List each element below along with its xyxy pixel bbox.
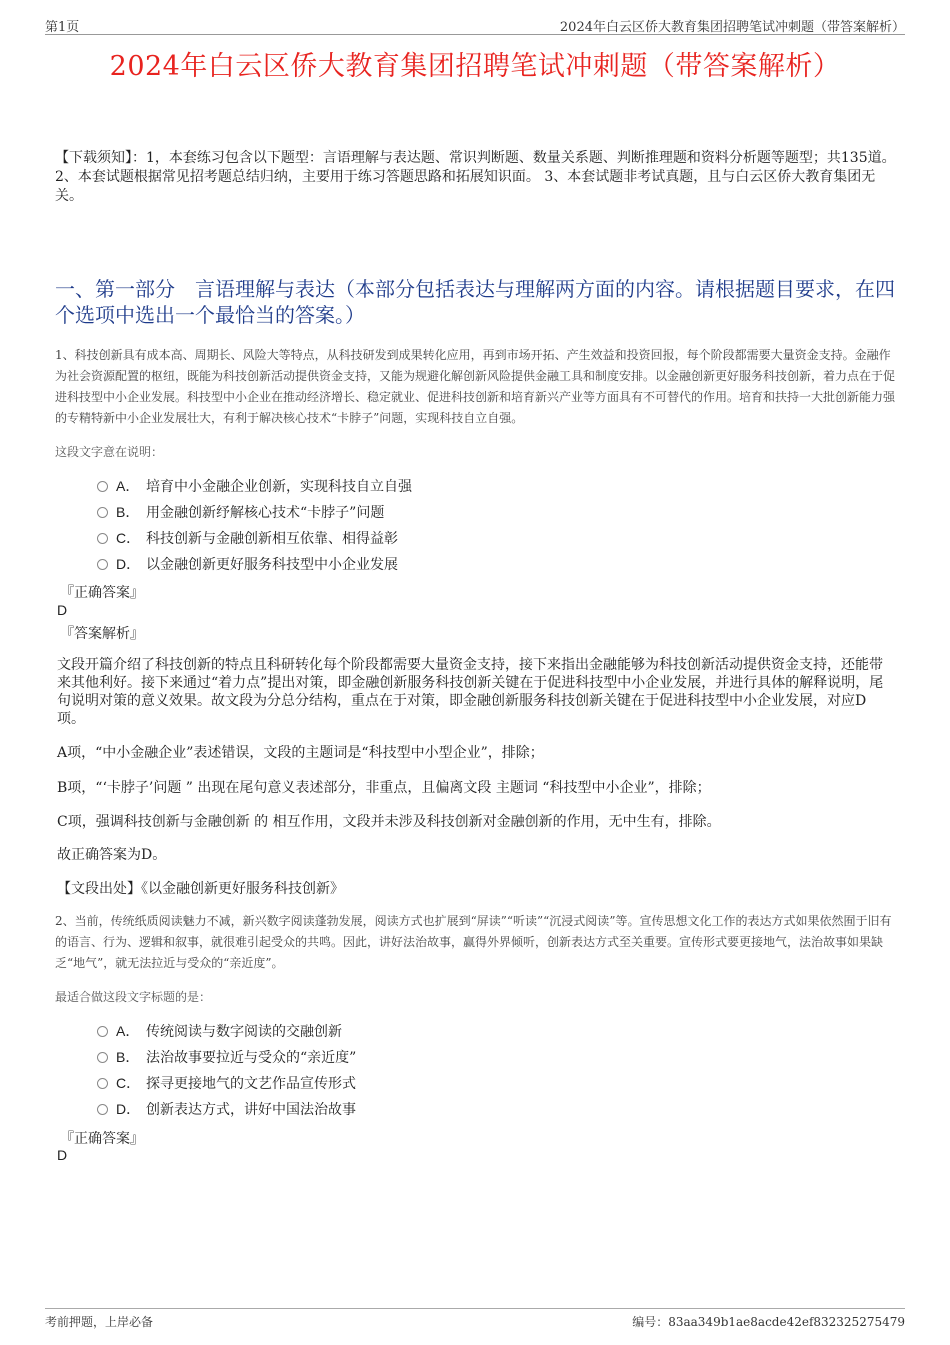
section-heading: 一、第一部分 言语理解与表达（本部分包括表达与理解两方面的内容。请根据题目要求，在四个选项中选出一个最恰当的答案。）	[55, 277, 895, 327]
radio-icon[interactable]	[97, 481, 108, 492]
question-1-analysis-b: B项，“‘卡脖子’问题 ” 出现在尾句意义表述部分，非重点，且偏离文段 主题词 “科技型中小企业”，排除；	[57, 780, 711, 796]
radio-icon[interactable]	[97, 1104, 108, 1115]
question-1-option-a[interactable]: A． 培育中小金融企业创新，实现科技自立自强	[97, 475, 412, 497]
question-2-stem: 2、当前，传统纸质阅读魅力不减，新兴数字阅读蓬勃发展，阅读方式也扩展到“屏读”“听读”“沉浸式阅读”等。宣传思想文化工作的表达方式如果依然囿于旧有的语言、行为、逻辑和叙事，就很难引起受众的共鸣。因此，讲好法治故事，赢得外界倾听，创新表达方式至关重要。宣传形式要更接地气，法治故事如果缺乏“地气”，就无法拉近与受众的“亲近度”。	[55, 914, 892, 970]
question-2-answer: D	[57, 1147, 68, 1163]
download-notice: 【下载须知】：1，本套练习包含以下题型：言语理解与表达题、常识判断题、数量关系题、判断推理题和资料分析题等题型；共135道。 2、本套试题根据常见招考题总结归纳，主要用于练习答题思路和拓展知识面。 3、本套试题非考试真题，且与白云区侨大教育集团无关。	[55, 150, 896, 204]
question-2-option-c[interactable]: C． 探寻更接地气的文艺作品宣传形式	[97, 1072, 356, 1094]
footer-slogan: 考前押题，上岸必备	[45, 1315, 154, 1329]
document-title: 2024年白云区侨大教育集团招聘笔试冲刺题（带答案解析）	[109, 51, 841, 82]
question-1-analysis-conclusion: 故正确答案为D。	[57, 847, 167, 863]
radio-icon[interactable]	[97, 559, 108, 570]
radio-icon[interactable]	[97, 1078, 108, 1089]
question-1-option-d[interactable]: D． 以金融创新更好服务科技型中小企业发展	[97, 553, 398, 575]
question-1-analysis-a: A项，“中小金融企业”表述错误，文段的主题词是“科技型中小型企业”，排除；	[57, 745, 544, 761]
footer-serial: 编号：83aa349b1ae8acde42ef832325275479	[632, 1315, 905, 1329]
question-2-answer-label: 『正确答案』	[60, 1131, 144, 1147]
footer-divider	[45, 1308, 905, 1309]
radio-icon[interactable]	[97, 1052, 108, 1063]
question-1-source: 【文段出处】《以金融创新更好服务科技创新》	[57, 881, 344, 897]
radio-icon[interactable]	[97, 533, 108, 544]
page-number: 第1页	[45, 20, 80, 35]
question-2-prompt: 最适合做这段文字标题的是：	[55, 990, 212, 1004]
question-1-answer: D	[57, 602, 68, 618]
radio-icon[interactable]	[97, 507, 108, 518]
question-1-analysis-summary: 文段开篇介绍了科技创新的特点且科研转化每个阶段都需要大量资金支持，接下来指出金融能够为科技创新活动提供资金支持，还能带来其他利好。接下来通过“着力点”提出对策，即金融创新服务科技创新关键在于促进科技型中小企业发展，并进行具体的解释说明，尾句说明对策的意义效果。故文段为分总分结构，重点在于对策，即金融创新服务科技创新关键在于促进科技型中小企业发展，对应D项。	[57, 657, 884, 727]
question-1-option-b[interactable]: B． 用金融创新纾解核心技术“卡脖子”问题	[97, 501, 384, 523]
question-1-answer-label: 『正确答案』	[60, 585, 144, 601]
question-2-option-b[interactable]: B． 法治故事要拉近与受众的“亲近度”	[97, 1046, 356, 1068]
question-1-analysis-label: 『答案解析』	[60, 626, 144, 642]
radio-icon[interactable]	[97, 1026, 108, 1037]
question-1-option-c[interactable]: C． 科技创新与金融创新相互依靠、相得益彰	[97, 527, 398, 549]
header-doc-title: 2024年白云区侨大教育集团招聘笔试冲刺题（带答案解析）	[559, 20, 905, 35]
question-2-option-d[interactable]: D． 创新表达方式，讲好中国法治故事	[97, 1098, 356, 1120]
question-1-prompt: 这段文字意在说明：	[55, 445, 164, 459]
question-1-analysis-c: C项，强调科技创新与金融创新 的 相互作用，文段并未涉及科技创新对金融创新的作用，无中生有，排除。	[57, 814, 721, 830]
page-header	[45, 14, 905, 35]
question-1-stem: 1、科技创新具有成本高、周期长、风险大等特点，从科技研发到成果转化应用，再到市场开拓、产生效益和投资回报，每个阶段都需要大量资金支持。金融作为社会资源配置的枢纽，既能为科技创新活动提供资金支持，又能为规避化解创新风险提供金融工具和制度安排。以金融创新更好服务科技创新，着力点在于促进科技型中小企业发展。科技型中小企业在推动经济增长、稳定就业、促进科技创新和培育新兴产业等方面具有不可替代的作用。培育和扶持一大批创新能力强的专精特新中小企业发展壮大，有利于解决核心技术“卡脖子”问题，实现科技自立自强。	[55, 348, 896, 425]
question-2-option-a[interactable]: A． 传统阅读与数字阅读的交融创新	[97, 1020, 342, 1042]
